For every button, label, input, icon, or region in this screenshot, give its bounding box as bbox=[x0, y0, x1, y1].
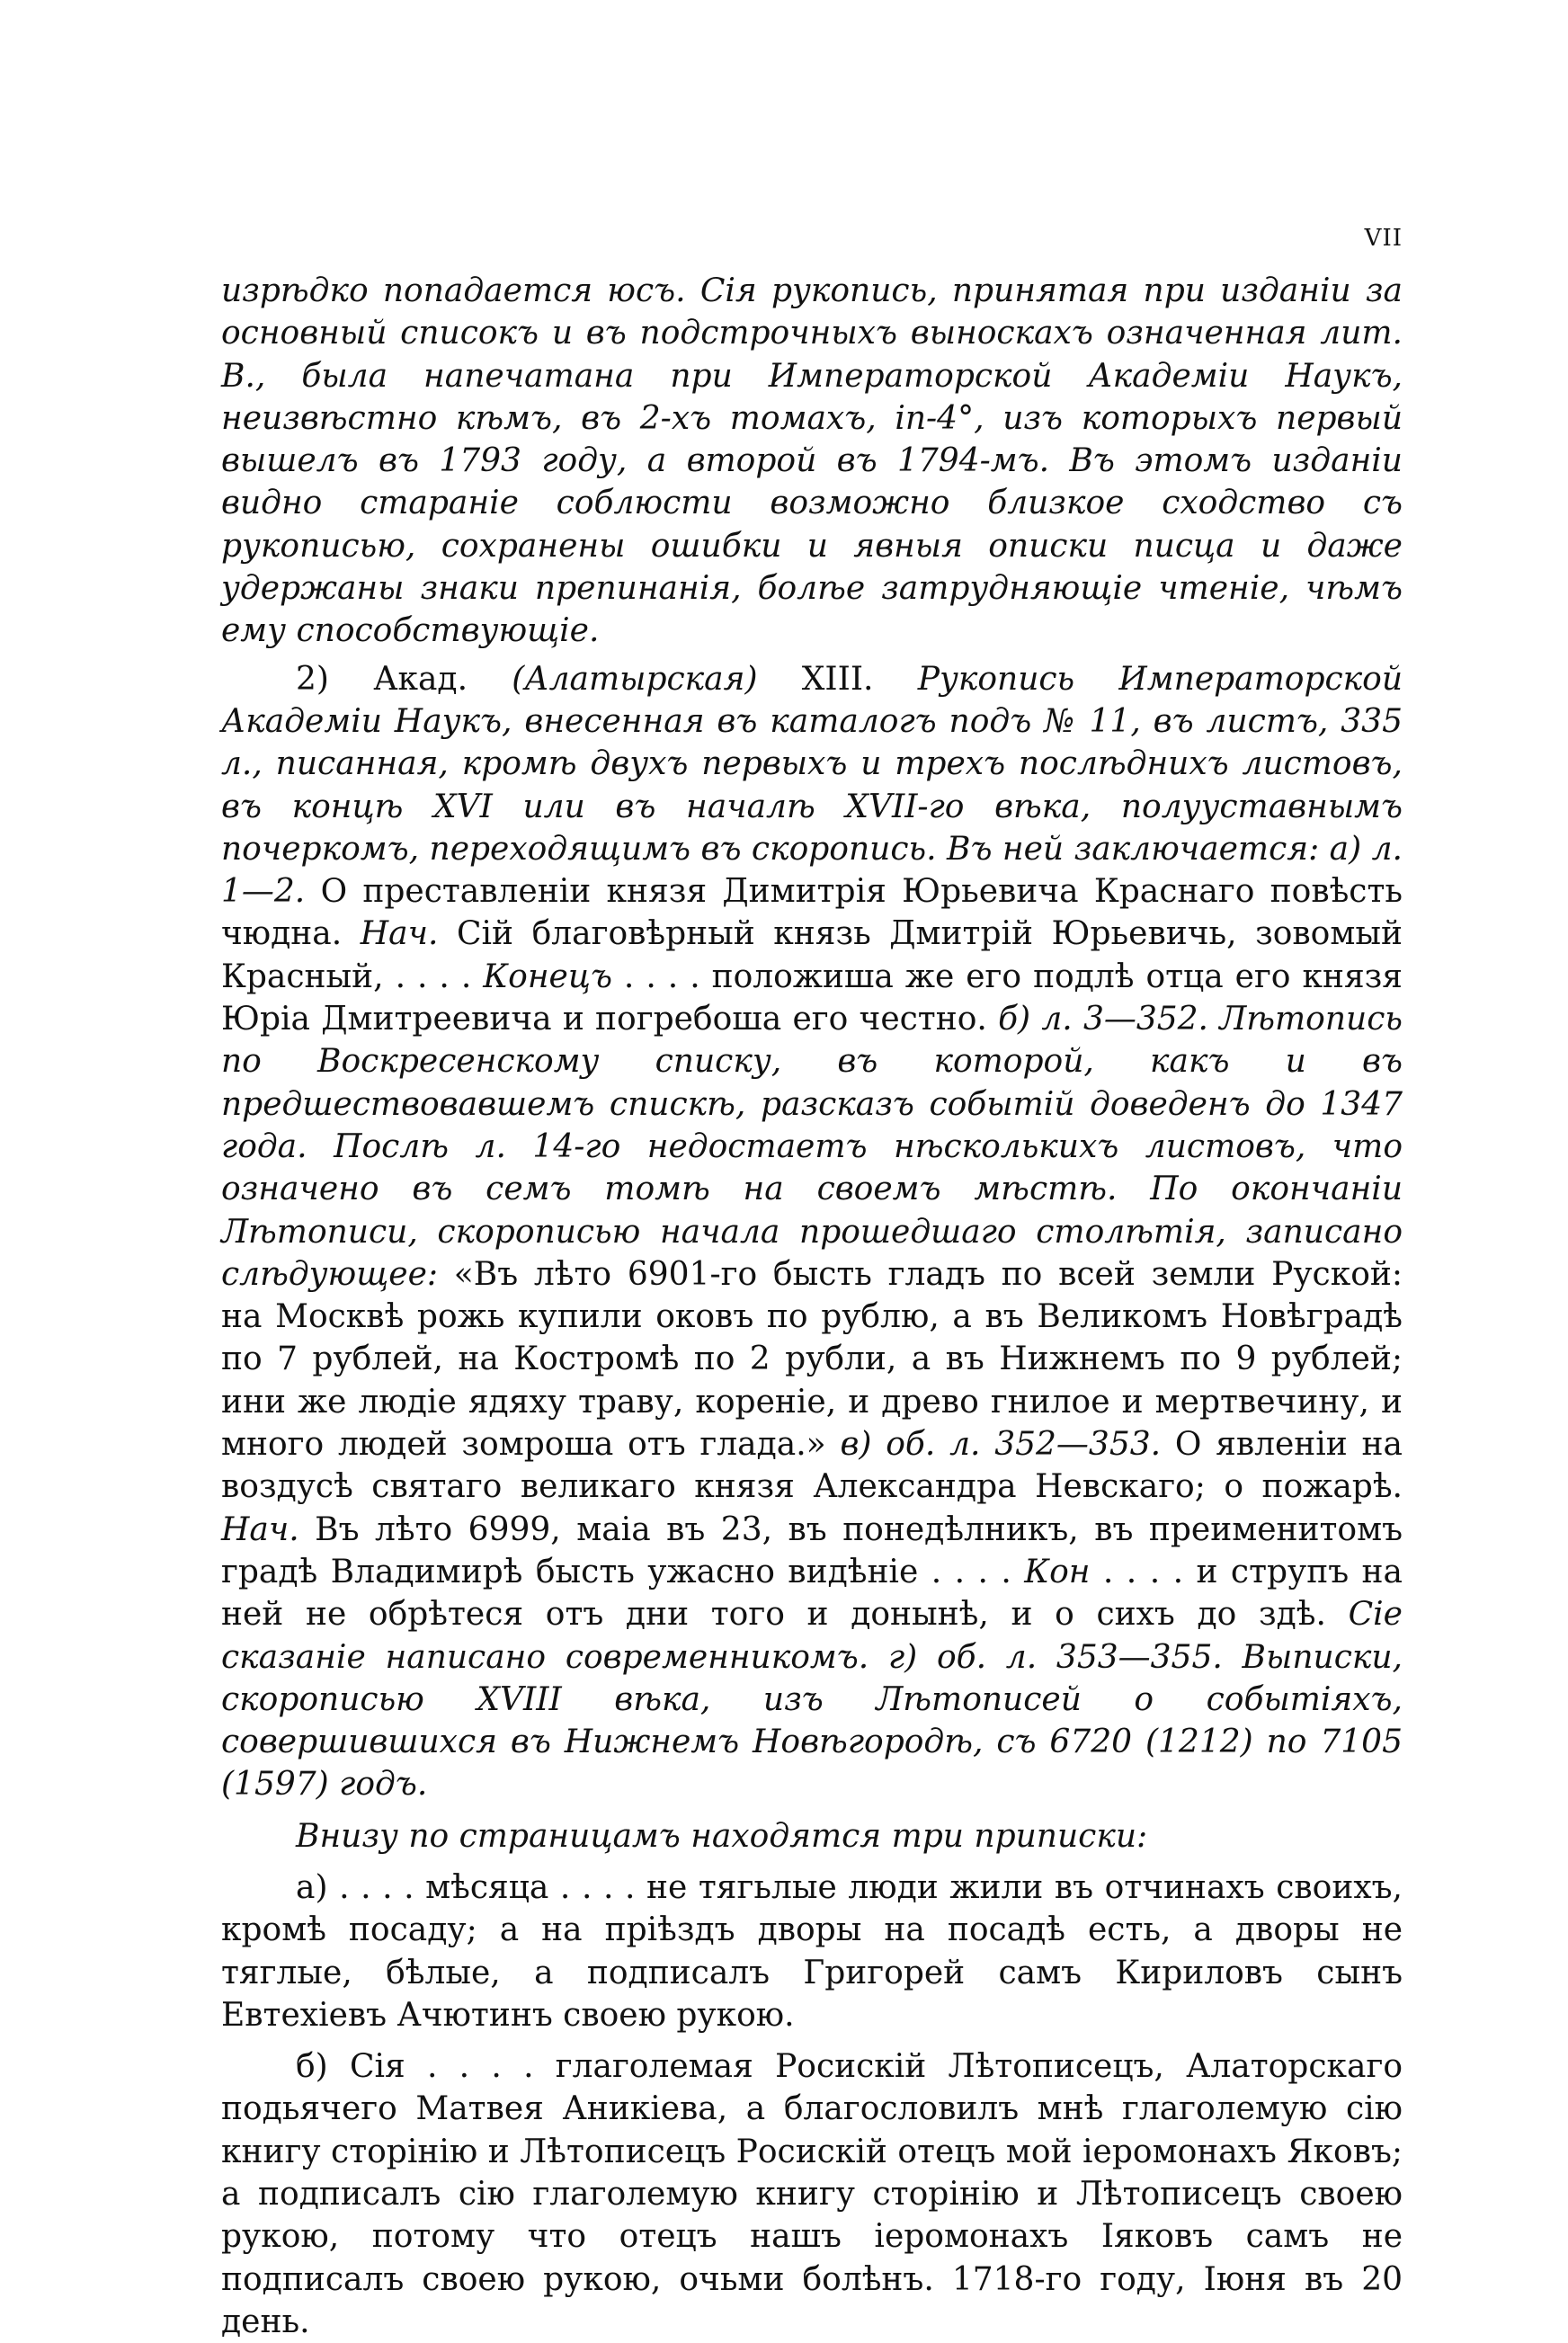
text-run: б) л. 3—352. Лѣтопись по Воскресенскому списку, въ которой, какъ и въ предшествовавшемъ спискѣ, разсказъ событій доведенъ до 1347 года. Послѣ л. 14-го недостаетъ нѣсколькихъ листовъ, что означено въ семъ томѣ на своемъ мѣстѣ. По окончаніи Лѣтописи, скорописью начала прошедшаго столѣтія, записано слѣдующее: bbox=[221, 1001, 1403, 1293]
text-run: Нач. bbox=[360, 915, 439, 953]
text-run: XIII. bbox=[757, 660, 918, 698]
text-body bbox=[221, 270, 1403, 2343]
paragraph-manuscript-description bbox=[221, 658, 1403, 1806]
text-run: Въ лѣто 6999, маіа въ 23, въ понедѣлникъ, въ преименитомъ градѣ Владимирѣ бысть ужасно видѣніе . . . . bbox=[221, 1510, 1403, 1590]
text-run: Внизу по страницамъ находятся три приписки: bbox=[296, 1817, 1148, 1855]
text-run: «Въ лѣто 6901-го бысть гладъ по всей земли Руской: на Москвѣ рожь купили оковъ по рублю, а въ Великомъ Новѣградѣ по 7 рублей, на Костромѣ по 2 рубли, а въ Нижнемъ по 9 рублей; ини же людіе ядяху траву, кореніе, и древо гнилое и мертвечину, и много людей зомроша отъ глада.» bbox=[221, 1255, 1403, 1464]
text-run: б) Сія . . . . глаголемая Росискій Лѣтописецъ, Алаторскаго подьячего Матвея Аникіева, а благословилъ мнѣ глаголемую сію книгу сторінію и Лѣтописецъ Росискій отецъ мой іеромонахъ Яковъ; а подписалъ сію глаголемую книгу сторінію и Лѣтописецъ своею рукою, потому что отецъ нашъ іеромонахъ Іяковъ самъ не подписалъ своею рукою, очьми болѣнъ. 1718-го году, Іюня въ 20 день. bbox=[221, 2048, 1403, 2340]
text-run: О преставленіи князя Димитрія Юрьевича Краснаго повѣсть чюдна. bbox=[221, 873, 1403, 953]
text-run: Рукопись Императорской Академіи Наукъ, внесенная въ каталогъ подъ № 11, въ листъ, 335 л., писанная, кромѣ двухъ первыхъ и трехъ послѣднихъ листовъ, въ концѣ XVI или въ началѣ XVII-го вѣка, полууставнымъ почеркомъ, переходящимъ въ скоропись. Въ ней заключается: а) л. 1—2. bbox=[221, 660, 1403, 911]
text-run: 2) Акад. bbox=[296, 660, 512, 698]
page-number: VII bbox=[1364, 225, 1403, 252]
paragraph-note-a bbox=[221, 1866, 1403, 2036]
text-run: . . . . положиша же его подлѣ отца его князя Юріа Дмитреевича и погребоша его честно. bbox=[221, 958, 1403, 1038]
text-run: а) . . . . мѣсяца . . . . не тягьлые люди жили въ отчинахъ своихъ, кромѣ посаду; а на пріѣздъ дворы на посадѣ есть, а дворы не тяглые, бѣлые, а подписалъ Григорей самъ Кириловъ сынъ Евтехіевъ Ачютинъ своею рукою. bbox=[221, 1868, 1403, 2034]
text-run: в) об. л. 352—353. bbox=[840, 1426, 1162, 1464]
text-run: изрѣдко попадается юсъ. Сія рукопись, принятая при изданіи за основный списокъ и въ подстрочныхъ выноскахъ означенная лит. В., была напечатана при Императорской Академіи Наукъ, неизвѣстно кѣмъ, въ 2-хъ томахъ, in-4°, изъ которыхъ первый вышелъ въ 1793 году, а второй въ 1794-мъ. Въ этомъ изданіи видно стараніе соблюсти возможно близкое сходство съ рукописью, сохранены ошибки и явныя описки писца и даже удержаны знаки препинанія, болѣе затрудняющіе чтеніе, чѣмъ ему способствующіе. bbox=[221, 272, 1403, 650]
text-run: Нач. bbox=[221, 1510, 299, 1548]
text-run: Сіе сказаніе написано современникомъ. г) об. л. 353—355. Выписки, скорописью XVIII вѣка, изъ Лѣтописей о событіяхъ, совершившихся въ Нижнемъ Новѣгородѣ, съ 6720 (1212) по 7105 (1597) годъ. bbox=[221, 1596, 1403, 1804]
text-run: Сій благовѣрный князь Дмитрій Юрьевичь, зовомый Красный, . . . . bbox=[221, 915, 1403, 995]
text-run: . . . . и струпъ на ней не обрѣтеся отъ дни того и донынѣ, и о сихъ до здѣ. bbox=[221, 1553, 1403, 1634]
paragraph-continuation bbox=[221, 270, 1403, 653]
paragraph-note-b bbox=[221, 2045, 1403, 2343]
text-run: Конецъ bbox=[483, 958, 612, 995]
paragraph-marginalia-intro bbox=[221, 1815, 1403, 1857]
text-run: Кон bbox=[1024, 1553, 1091, 1590]
text-run: (Алатырская) bbox=[512, 660, 758, 698]
text-run: О явленіи на воздусѣ святаго великаго князя Александра Невскаго; о пожарѣ. bbox=[221, 1426, 1403, 1506]
